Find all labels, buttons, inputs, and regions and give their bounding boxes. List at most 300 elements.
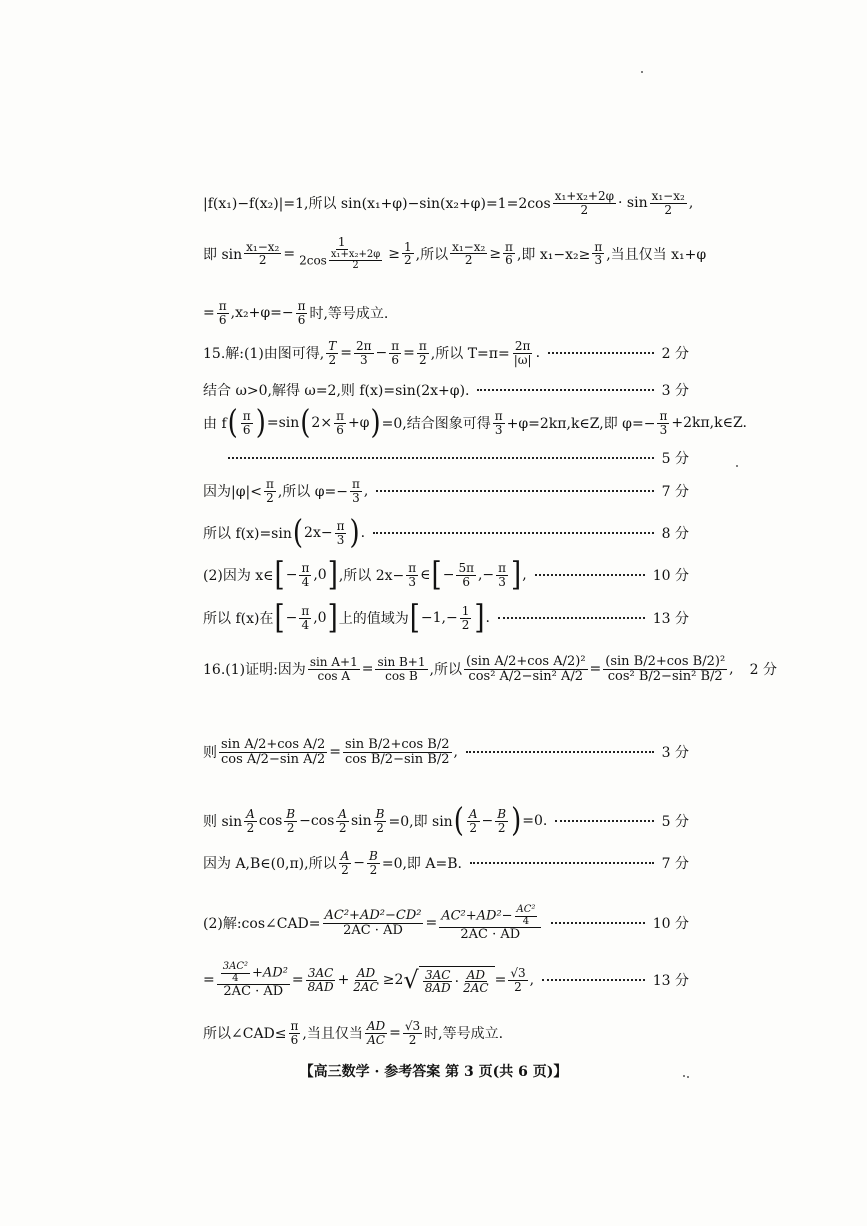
numerator: B xyxy=(369,849,378,863)
bracket-right: ] xyxy=(474,599,485,637)
text: 2cos xyxy=(299,253,327,268)
text: 时,等号成立. xyxy=(309,306,389,323)
fraction xyxy=(244,241,281,267)
numerator: π xyxy=(659,409,668,423)
denominator: 2 xyxy=(497,820,506,835)
text: = xyxy=(361,661,374,678)
text: −cos xyxy=(299,813,335,830)
text: − xyxy=(442,567,455,584)
text: 时,等号成立. xyxy=(424,1026,504,1043)
fraction xyxy=(495,808,508,834)
q16-line-4 xyxy=(203,850,689,876)
denominator: 8AD xyxy=(307,979,334,994)
denominator: 2AC xyxy=(353,979,379,994)
denominator: 4 xyxy=(301,617,310,632)
fraction xyxy=(335,520,347,546)
numerator: 1 xyxy=(404,239,412,254)
scan-speck xyxy=(736,465,738,467)
denominator: 4 xyxy=(522,915,530,927)
text: =0,即 sin xyxy=(388,814,453,831)
score-label: 2 分 xyxy=(661,346,689,363)
text: = xyxy=(589,661,602,678)
numerator: 1 xyxy=(461,604,470,618)
q16-line-6 xyxy=(203,962,689,999)
q15-line-5 xyxy=(203,478,689,504)
line-3 xyxy=(203,300,689,326)
denominator: 3 xyxy=(594,253,603,268)
text: = xyxy=(203,305,215,322)
q16-line-3 xyxy=(203,802,689,840)
fraction xyxy=(297,236,386,272)
fraction xyxy=(553,190,616,216)
text: ,0 xyxy=(313,610,327,627)
text: ,0 xyxy=(313,567,327,584)
score-label: 10 分 xyxy=(652,568,689,585)
fraction xyxy=(464,655,588,683)
text: ≥2 xyxy=(382,972,404,989)
fraction xyxy=(219,738,327,766)
paren-right: ) xyxy=(349,514,360,552)
leader-dots xyxy=(548,352,654,354)
numerator: π xyxy=(418,339,427,353)
numerator: π xyxy=(336,409,344,423)
denominator: 2AC · AD xyxy=(223,984,284,999)
denominator: 2 xyxy=(352,260,359,272)
denominator: 6 xyxy=(462,574,471,589)
denominator: 3 xyxy=(359,352,368,367)
text: 所以 f(x)在 xyxy=(203,611,274,628)
q16-line-2 xyxy=(203,738,689,766)
text: = xyxy=(203,972,215,989)
leader-dots xyxy=(477,389,653,391)
denominator: 2 xyxy=(469,820,478,835)
numerator: √3 xyxy=(510,966,526,981)
bracket-left: [ xyxy=(274,599,285,637)
text: ,所以 T=π= xyxy=(430,346,510,363)
leader-dots xyxy=(535,574,645,576)
denominator: cos A/2−sin A/2 xyxy=(221,751,326,767)
numerator: AD xyxy=(356,966,376,981)
text: =sin xyxy=(266,415,300,432)
denominator: cos B xyxy=(385,668,418,683)
paren-right: ) xyxy=(370,404,381,442)
fraction xyxy=(365,1020,387,1046)
numerator: AC²+AD²−CD² xyxy=(324,908,422,924)
q16-line-5 xyxy=(203,905,689,942)
scan-speck xyxy=(641,71,643,73)
fraction xyxy=(515,905,538,927)
text: + xyxy=(337,972,350,989)
fraction xyxy=(367,850,380,876)
fraction xyxy=(417,340,429,366)
denominator: 2 xyxy=(514,979,522,994)
q15-line-8 xyxy=(203,599,689,637)
numerator: x₁+x₂+2φ xyxy=(554,189,614,203)
denominator: 6 xyxy=(391,352,400,367)
denominator: 6 xyxy=(297,312,306,327)
fraction xyxy=(460,605,472,631)
numerator: π xyxy=(218,299,227,313)
denominator: 3 xyxy=(498,574,506,589)
text: 则 xyxy=(203,745,217,762)
paren-right: ) xyxy=(511,802,522,840)
fraction xyxy=(296,300,308,326)
text: ,当且仅当 xyxy=(302,1026,363,1043)
line-1 xyxy=(203,189,694,217)
text: 由 f xyxy=(203,416,227,433)
text: +φ xyxy=(347,415,370,432)
fraction xyxy=(329,250,382,272)
text: |f(x₁)−f(x₂)|=1,所以 sin(x₁+φ)−sin(x₂+φ)=1=2cos xyxy=(203,196,551,213)
fraction xyxy=(402,241,414,267)
square-root xyxy=(403,966,494,995)
fraction xyxy=(241,410,253,436)
text: = xyxy=(329,744,341,761)
text: − xyxy=(481,813,494,830)
denominator: cos² A/2−sin² A/2 xyxy=(468,668,584,684)
text: − xyxy=(353,855,366,872)
leader-dots xyxy=(373,532,654,534)
text: ,当且仅当 x₁+φ xyxy=(606,246,707,263)
text: 因为 A,B∈(0,π),所以 xyxy=(203,856,337,873)
fraction xyxy=(343,738,452,766)
q16-line-1 xyxy=(203,654,777,684)
page-footer: 【高三数学 · 参考答案 第 3 页(共 6 页)】 xyxy=(299,1064,568,1080)
text: = xyxy=(403,345,415,362)
fraction xyxy=(299,605,311,631)
denominator: 4 xyxy=(301,574,310,589)
denominator: 3 xyxy=(336,532,345,547)
text: cos xyxy=(258,813,283,830)
numerator: x₁−x₂ xyxy=(651,189,685,203)
fraction xyxy=(354,340,374,366)
q15-line-4 xyxy=(228,448,689,468)
bracket-right: ] xyxy=(511,556,522,594)
text: =0,结合图象可得 xyxy=(381,416,491,433)
fraction xyxy=(217,962,290,999)
leader-dots xyxy=(542,979,645,981)
numerator: π xyxy=(505,239,513,254)
text: ≥ xyxy=(489,245,502,262)
denominator: 3 xyxy=(659,422,668,437)
q15-line-7 xyxy=(203,556,689,594)
numerator: 3AC xyxy=(424,967,451,982)
text: 所以∠CAD≤ xyxy=(203,1026,287,1043)
numerator: π xyxy=(265,477,274,491)
fraction xyxy=(592,241,604,267)
denominator: cos A xyxy=(317,668,351,683)
numerator: π xyxy=(408,561,417,575)
text: +φ=2kπ,k∈Z,即 φ=− xyxy=(506,416,656,433)
numerator: sin A/2+cos A/2 xyxy=(221,737,326,752)
fraction xyxy=(389,340,401,366)
text: 则 sin xyxy=(203,814,243,831)
denominator: 2AC · AD xyxy=(343,922,403,938)
q16-line-7 xyxy=(203,1020,689,1046)
score-label: 7 分 xyxy=(661,856,689,873)
paren-left: ( xyxy=(292,514,304,552)
numerator: A xyxy=(338,807,347,821)
fraction xyxy=(467,808,480,834)
fraction xyxy=(496,562,508,588)
numerator: A xyxy=(246,807,255,821)
text: , xyxy=(363,483,369,500)
fraction xyxy=(375,656,427,682)
fraction xyxy=(351,967,380,993)
numerator: T xyxy=(328,339,337,353)
denominator: cos² B/2−sin² B/2 xyxy=(607,668,723,684)
text: 即 sin xyxy=(203,246,243,263)
text: . xyxy=(535,345,541,362)
denominator: 2 xyxy=(266,490,274,505)
numerator: π xyxy=(336,519,345,533)
numerator: π xyxy=(352,477,360,491)
text: ,x₂+φ=− xyxy=(230,305,294,322)
leader-dots xyxy=(376,490,653,492)
fraction xyxy=(308,656,360,682)
bracket-left: [ xyxy=(409,599,420,637)
denominator: 2 xyxy=(404,253,412,268)
numerator: B xyxy=(497,807,507,821)
numerator: π xyxy=(494,409,503,423)
numerator: sin A+1 xyxy=(309,655,358,670)
fraction xyxy=(306,967,336,993)
fraction xyxy=(508,967,527,993)
numerator: 3AC xyxy=(307,966,334,981)
denominator: 3 xyxy=(494,422,503,437)
denominator: 6 xyxy=(242,422,251,437)
denominator: 6 xyxy=(336,422,344,437)
score-label: 10 分 xyxy=(652,916,689,933)
fraction xyxy=(284,808,297,834)
fraction xyxy=(334,410,346,436)
text: ,− xyxy=(477,567,495,584)
radical-sign: √ xyxy=(403,966,419,995)
text: = xyxy=(340,345,353,362)
denominator: 2 xyxy=(376,820,384,835)
text: ∈ xyxy=(420,567,431,584)
fraction xyxy=(406,562,418,588)
numerator: AC² xyxy=(516,904,536,915)
leader-dots xyxy=(555,820,653,822)
numerator: π xyxy=(391,339,400,353)
score-label: 13 分 xyxy=(652,611,689,628)
score-label: 13 分 xyxy=(652,973,689,990)
numerator: √3 xyxy=(404,1019,421,1033)
text: 因为|φ|< xyxy=(203,484,262,501)
numerator: sin B/2+cos B/2 xyxy=(344,737,450,752)
denominator: 2 xyxy=(286,820,295,835)
numerator: 2π xyxy=(514,339,531,353)
numerator xyxy=(217,962,290,985)
denominator: 2 xyxy=(419,352,427,367)
fraction xyxy=(450,241,487,267)
fraction xyxy=(339,850,352,876)
text: 2× xyxy=(311,415,333,432)
fraction xyxy=(461,969,490,995)
text: · xyxy=(454,973,460,990)
text: =0. xyxy=(522,813,548,830)
denominator: 2 xyxy=(464,253,473,268)
paren-right: ) xyxy=(255,404,266,442)
text: 16.(1)证明:因为 xyxy=(203,662,306,679)
numerator: π xyxy=(301,561,310,575)
fraction xyxy=(299,562,311,588)
numerator: π xyxy=(301,604,310,618)
text: 结合 ω>0,解得 ω=2,则 f(x)=sin(2x+φ). xyxy=(203,383,470,399)
denominator: cos B/2−sin B/2 xyxy=(344,751,450,767)
line-2 xyxy=(203,235,707,272)
denominator: 2 xyxy=(408,1032,417,1047)
bracket-right: ] xyxy=(327,556,338,594)
denominator: 3 xyxy=(352,490,360,505)
denominator: 2AC · AD xyxy=(460,927,521,942)
leader-dots xyxy=(551,922,644,924)
numerator: (sin B/2+cos B/2)² xyxy=(605,654,726,669)
text: . xyxy=(360,525,366,542)
score-label: 7 分 xyxy=(661,484,689,501)
fraction xyxy=(244,808,257,834)
bracket-left: [ xyxy=(431,556,442,594)
scan-speck xyxy=(687,1076,689,1078)
text: ,所以 φ=− xyxy=(277,484,349,501)
numerator: B xyxy=(286,807,296,821)
numerator: A xyxy=(468,807,478,821)
score-label: 3 分 xyxy=(661,383,689,399)
fraction xyxy=(603,655,727,683)
text: , xyxy=(453,744,458,761)
text: = xyxy=(425,915,438,932)
denominator: 2 xyxy=(328,352,337,367)
denominator: 2 xyxy=(258,253,267,268)
fraction xyxy=(650,190,687,216)
text: = xyxy=(494,972,507,989)
denominator: 6 xyxy=(290,1032,299,1047)
text: ,即 x₁−x₂≥ xyxy=(516,246,591,263)
fraction xyxy=(456,562,476,588)
text: , xyxy=(688,195,694,212)
fraction xyxy=(512,340,534,366)
denominator: 3 xyxy=(408,574,417,589)
fraction xyxy=(374,808,387,834)
fraction xyxy=(326,340,338,366)
text: 15.解:(1)由图可得, xyxy=(203,346,325,363)
denominator: 2 xyxy=(461,617,470,632)
score-label: 2 分 xyxy=(749,662,777,679)
numerator: x₁+x₂+2φ xyxy=(330,248,381,260)
denominator: 2AC xyxy=(463,981,489,996)
text: ,所以 2x− xyxy=(338,568,405,585)
denominator: 6 xyxy=(218,312,227,327)
numerator: π xyxy=(498,561,507,575)
text: , xyxy=(529,972,535,989)
denominator: 2 xyxy=(664,202,673,217)
numerator: π xyxy=(242,409,251,423)
denominator: 2 xyxy=(338,820,347,835)
paren-left: ( xyxy=(453,802,464,840)
denominator: |ω| xyxy=(513,352,532,367)
fraction xyxy=(336,808,349,834)
bracket-right: ] xyxy=(327,599,338,637)
fraction xyxy=(493,410,505,436)
scan-speck xyxy=(683,1075,685,1077)
fraction xyxy=(423,969,453,995)
score-label: 8 分 xyxy=(661,526,689,543)
score-label: 5 分 xyxy=(661,451,689,467)
text: , xyxy=(522,567,527,584)
fraction xyxy=(323,909,424,937)
text: ,所以 xyxy=(415,246,449,263)
numerator: (sin A/2+cos A/2)² xyxy=(465,654,586,669)
q15-line-3 xyxy=(203,404,747,442)
numerator: 5π xyxy=(458,561,474,575)
text: − xyxy=(285,567,298,584)
leader-dots xyxy=(466,751,654,753)
denominator: 2 xyxy=(580,202,589,217)
text: ≥ xyxy=(388,245,400,262)
fraction xyxy=(221,962,250,984)
text: 上的值域为 xyxy=(338,611,409,628)
score-label: 3 分 xyxy=(661,745,689,762)
text: sin xyxy=(350,813,372,830)
fraction xyxy=(403,1020,422,1046)
radicand xyxy=(419,966,495,995)
numerator: π xyxy=(297,299,306,313)
q15-line-1 xyxy=(203,340,689,366)
text: = xyxy=(389,1025,401,1042)
numerator: x₁−x₂ xyxy=(452,239,486,254)
numerator: π xyxy=(290,1019,299,1033)
denominator xyxy=(297,250,386,272)
text: (2)因为 x∈ xyxy=(203,568,274,585)
text: , xyxy=(729,661,734,678)
fraction xyxy=(289,1020,301,1046)
fraction xyxy=(264,478,276,504)
denominator: 2 xyxy=(341,862,349,877)
denominator: 2 xyxy=(246,820,255,835)
q15-line-2 xyxy=(203,380,689,400)
text: = xyxy=(291,972,304,989)
q15-line-6 xyxy=(203,514,689,552)
text: +2kπ,k∈Z. xyxy=(671,415,747,432)
denominator: 8AD xyxy=(424,981,451,996)
numerator: AD xyxy=(366,1019,386,1033)
numerator: 3AC² xyxy=(222,961,248,972)
leader-dots xyxy=(498,617,645,619)
numerator: B xyxy=(375,807,385,821)
denominator: AC xyxy=(367,1032,385,1047)
text: (2)解:cos∠CAD= xyxy=(203,916,321,933)
bracket-left: [ xyxy=(274,556,285,594)
numerator: 1 xyxy=(337,235,346,249)
text: · sin xyxy=(618,195,648,212)
text: = xyxy=(283,245,296,262)
denominator: 4 xyxy=(232,972,239,984)
numerator: 2π xyxy=(356,339,372,353)
text: AC²+AD²− xyxy=(441,908,513,924)
fraction xyxy=(657,410,669,436)
text: 所以 f(x)=sin xyxy=(203,526,292,543)
text: . xyxy=(485,610,490,627)
text: − xyxy=(375,345,388,362)
paren-left: ( xyxy=(227,404,238,442)
text: +AD² xyxy=(251,965,288,981)
numerator: AD xyxy=(466,967,485,982)
fraction xyxy=(350,478,362,504)
fraction xyxy=(439,905,541,942)
leader-dots xyxy=(470,862,654,864)
text: − xyxy=(285,610,298,627)
